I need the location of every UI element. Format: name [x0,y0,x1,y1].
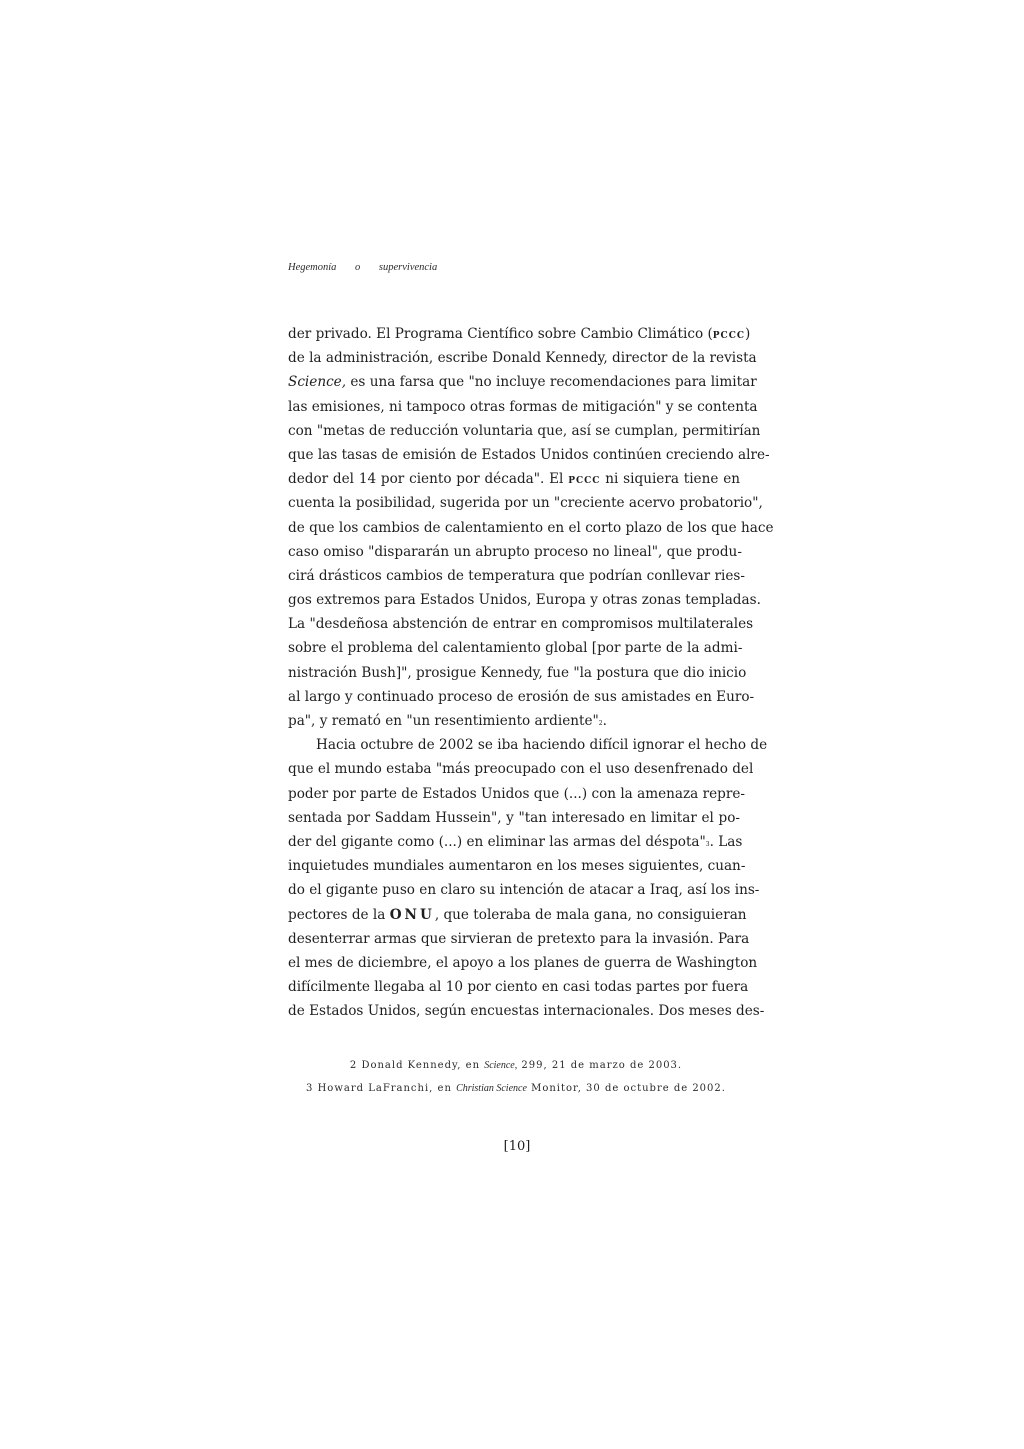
text-line [288,636,743,660]
text-line [288,685,755,709]
acronym: ONU [389,906,435,923]
italic-title: Science, [484,1060,518,1071]
italic-title: Science, [288,374,347,391]
running-head-word: Hegemonía [288,262,337,273]
text-line [288,999,765,1023]
text-run: pa", y remató en "un resentimiento ardiente" [288,713,599,729]
text-run: Hacia octubre de 2002 se iba haciendo difícil ignorar el hecho de [316,737,768,754]
text-run: 299, 21 de marzo de 2003. [517,1060,683,1071]
text-run: La "desdeñosa abstención de entrar en compromisos multilaterales [288,616,754,633]
text-line [288,927,750,951]
footnote-reference: 3 [705,840,710,848]
text-run: der del gigante como (...) en eliminar las armas del déspota" [288,833,706,850]
text-line [288,709,740,733]
text-line [288,661,747,685]
text-run: pectores de la [288,906,390,923]
text-run: ) [745,326,751,342]
footnote-reference: 2 [598,720,603,727]
body-text [288,322,774,1023]
text-run: do el gigante puso en claro su intención de atacar a Iraq, así los ins- [288,882,760,899]
text-line [288,588,761,612]
text-line [288,395,758,419]
running-head-word: supervivencia [378,262,438,273]
text-run: ni siquiera tiene en [600,471,740,488]
acronym: PCCC [712,331,746,341]
text-line [288,806,740,830]
paragraph-2 [288,733,768,1023]
acronym: PCCC [568,476,601,487]
text-line [288,612,754,636]
text-line [288,830,743,854]
text-run: al largo y continuado proceso de erosión de sus amistades en Euro- [288,688,755,705]
text-run: que las tasas de emisión de Estados Unidos continúen creciendo alre- [288,446,770,463]
text-run: nistración Bush]", prosigue Kennedy, fue "la postura que dio inicio [288,664,747,681]
paragraph-1 [288,322,774,733]
text-run: que el mundo estaba "más preocupado con el uso desenfrenado del [288,761,754,778]
running-head-word: o [355,262,361,273]
footnotes [288,1054,744,1100]
text-line [288,346,757,370]
text-run: cirá drásticos cambios de temperatura que podrían conllevar ries- [288,567,745,584]
text-line [288,951,758,975]
text-run: . Las [709,833,743,850]
text-run: de la administración, escribe Donald Kennedy, director de la revista [288,350,757,367]
text-run: poder por parte de Estados Unidos que (...) con la amenaza repre- [288,785,745,802]
text-run: desenterrar armas que sirvieran de pretexto para la invasión. Para [288,930,750,947]
text-line [288,757,754,781]
text-run: de que los cambios de calentamiento en el corto plazo de los que hace [288,519,774,536]
footnote [288,1077,744,1100]
text-line [288,322,751,346]
text-run: Monitor, 30 de octubre de 2002. [526,1083,726,1094]
text-run: difícilmente llegaba al 10 por ciento en casi todas partes por fuera [288,979,749,996]
text-line [288,854,746,878]
footnote [288,1054,744,1077]
text-run: gos extremos para Estados Unidos, Europa y otras zonas templadas. [288,592,761,609]
italic-title: Christian Science [456,1083,527,1094]
text-run: sentada por Saddam Hussein", y "tan interesado en limitar el po- [288,809,740,826]
text-line [288,540,740,564]
page-number: [10] [503,1139,531,1154]
text-line [288,782,745,806]
text-run: . [602,713,607,729]
text-run: inquietudes mundiales aumentaron en los meses siguientes, cuan- [288,858,746,875]
text-line [288,733,768,757]
text-line [288,975,749,999]
text-run: 2 Donald Kennedy, en [349,1060,485,1071]
text-run: sobre el problema del calentamiento global [por parte de la admi- [288,640,743,657]
text-line [288,419,761,443]
text-run: de Estados Unidos, según encuestas internacionales. Dos meses des- [288,1003,765,1020]
text-line [288,491,763,515]
text-run: las emisiones, ni tampoco otras formas de mitigación" y se contenta [288,398,758,415]
text-run: dedor del 14 por ciento por década". El [288,471,569,488]
text-run: caso omiso "dispararán un abrupto proceso no lineal", que produ- [288,543,742,560]
text-run: el mes de diciembre, el apoyo a los planes de guerra de Washington [288,954,758,971]
text-line [288,370,757,394]
text-run: , que toleraba de mala gana, no consiguieran [434,906,747,923]
text-line [288,903,747,927]
text-run: cuenta la posibilidad, sugerida por un "creciente acervo probatorio", [288,495,763,512]
text-run: der privado. El Programa Científico sobre Cambio Climático ( [288,326,713,342]
text-line [288,878,760,902]
text-run: es una farsa que "no incluye recomendaciones para limitar [346,374,757,391]
running-head [288,262,453,273]
text-line [288,516,774,540]
text-line [288,564,745,588]
text-line [288,443,770,467]
text-run: con "metas de reducción voluntaria que, así se cumplan, permitirían [288,422,761,439]
text-run: 3 Howard LaFranchi, en [306,1083,457,1094]
text-line [288,467,740,491]
